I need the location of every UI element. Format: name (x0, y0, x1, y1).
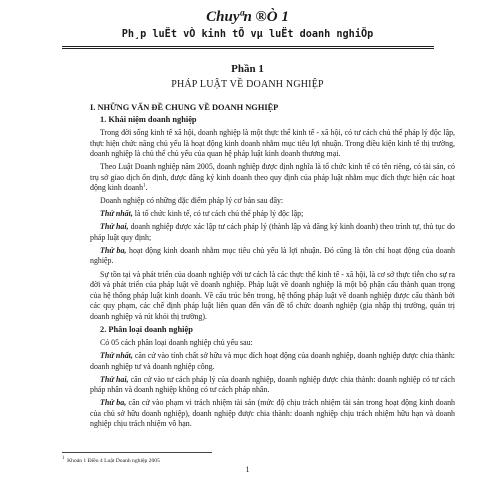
feature-2-text: doanh nghiệp được xác lập tư cách pháp lý (thành lập và đăng ký kinh doanh) theo trình tự, thủ tục do pháp luật quy định; (90, 222, 455, 242)
feature-3-text: hoạt động kinh doanh nhằm mục tiêu chủ yếu là lợi nhuận. Đó cũng là tôn chỉ hoạt động của doanh nghiệp. (90, 245, 455, 266)
feature-2 (90, 222, 455, 243)
chapter-subtitle: Ph¸p luËt vÒ kinh tÕ vµ luËt doanh nghiÖp (121, 29, 374, 40)
classification-1-lead: Thứ nhất, (100, 351, 133, 361)
classification-2-lead: Thứ hai, (100, 374, 129, 384)
classification-3-text: căn cứ vào phạm vi trách nhiệm tài sản (mức độ chịu trách nhiệm tài sản trong hoạt động kinh doanh của chủ sở hữu doanh nghiệp), doanh nghiệp được chia thành: doanh nghiệp chịu trách nhiệm hữu hạn và doanh nghiệp chịu trách nhiệm vô hạn. (90, 398, 455, 429)
feature-1 (90, 209, 455, 220)
paragraph-5: Có 05 cách phân loại doanh nghiệp chủ yếu sau: (100, 338, 253, 348)
classification-2-text: căn cứ vào tư cách pháp lý của doanh nghiệp, doanh nghiệp được chia thành: doanh nghiệp có tư cách pháp nhân và doanh nghiệp không có tư cách pháp nhân. (90, 374, 455, 395)
chapter-title: Chuyªn ®Ò 1 (206, 9, 289, 25)
classification-1-text: căn cứ vào tính chất sở hữu và mục đích hoạt động của doanh nghiệp, doanh nghiệp được chia thành: doanh nghiệp tư và doanh nghiệp công. (90, 351, 455, 371)
part-title: PHÁP LUẬT VỀ DOANH NGHIỆP (171, 79, 324, 90)
footnote-ref[interactable]: 1 (143, 183, 146, 189)
classification-2 (90, 375, 455, 396)
subsection-heading-1: 1. Khái niệm doanh nghiệp (100, 114, 197, 124)
paragraph-4: Sự tồn tại và phát triển của doanh nghiệp với tư cách là các thực thể kinh tế - xã hội, là cơ sở thực tiễn cho sự ra đời và phát triển của pháp luật về doanh nghiệp. Pháp luật về doanh nghiệp là một bộ phận cấu thành quan trọng của hệ thống pháp luật kinh doanh. Về cấu trúc bên trong, hệ thống pháp luật về doanh nghiệp được cấu thành bởi các quy phạm, các chế định pháp luật liên quan đến vấn đề tổ chức doanh nghiệp (gia nhập thị trường, quản trị doanh nghiệp và rút khỏi thị trường). (90, 269, 455, 321)
footnote-mark: 1 (62, 456, 65, 461)
paragraph-2 (90, 162, 455, 194)
footnote (62, 455, 362, 465)
header-rule (62, 46, 434, 49)
page-number: 1 (245, 465, 250, 474)
feature-1-lead: Thứ nhất, (100, 209, 133, 219)
part-number: Phần 1 (231, 63, 264, 75)
subsection-heading-2: 2. Phân loại doanh nghiệp (100, 324, 193, 334)
footnote-text: Khoản 1 Điều 4 Luật Doanh nghiệp 2005 (67, 457, 160, 464)
footnote-rule (62, 452, 212, 453)
feature-2-lead: Thứ hai, (100, 222, 129, 232)
body-text (90, 103, 455, 433)
feature-1-text: là tổ chức kinh tế, có tư cách chủ thể pháp lý độc lập; (132, 209, 304, 219)
classification-3 (90, 398, 455, 430)
section-heading: I. NHỮNG VẤN ĐỀ CHUNG VỀ DOANH NGHIỆP (90, 103, 279, 112)
paragraph-2-text: Theo Luật Doanh nghiệp năm 2005, doanh nghiệp được định nghĩa là tổ chức kinh tế có tên riêng, có tài sản, có trụ sở giao dịch ổn định, được đăng ký kinh doanh theo quy định của pháp luật nhằm mục đích thực hiện các hoạt động kinh doanh (90, 162, 455, 193)
feature-3-lead: Thứ ba, (100, 245, 127, 255)
paragraph-3: Doanh nghiệp có những đặc điểm pháp lý cơ bản sau đây: (100, 196, 284, 206)
classification-3-lead: Thứ ba, (100, 398, 127, 408)
classification-1 (90, 351, 455, 372)
paragraph-1: Trong đời sống kinh tế xã hội, doanh nghiệp là một thực thể kinh tế - xã hội, có tư cách chủ thể pháp lý độc lập, thực hiện chức năng chủ yếu là hoạt động kinh doanh nhằm mục tiêu lợi nhuận. Trong điều kiện kinh tế thị trường, doanh nghiệp là chủ thể chủ yếu của quan hệ pháp luật kinh doanh thương mại. (90, 128, 455, 158)
paragraph-2-end: . (145, 183, 148, 193)
feature-3 (90, 246, 455, 267)
